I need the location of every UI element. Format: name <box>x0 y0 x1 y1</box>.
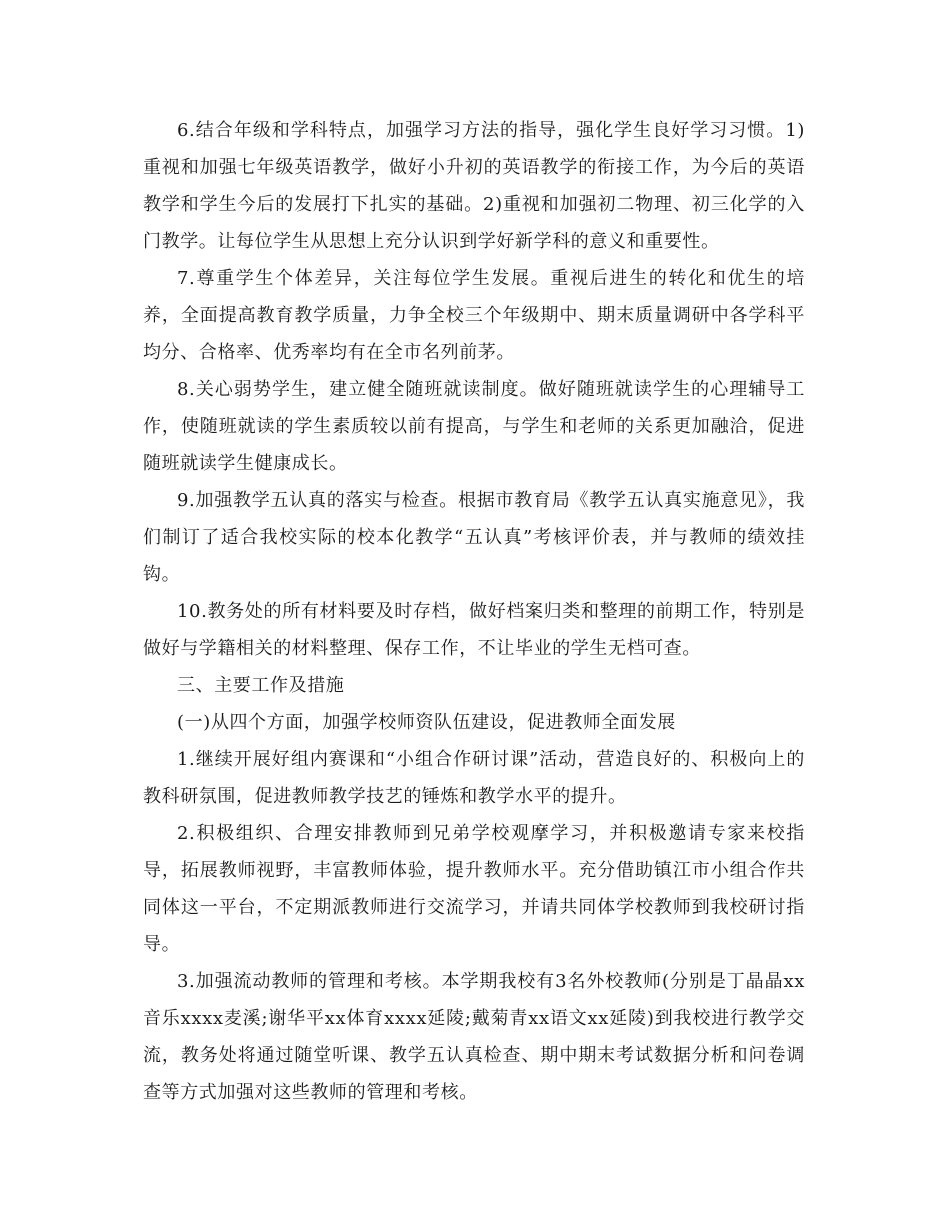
paragraph-item-9: 9.加强教学五认真的落实与检查。根据市教育局《教学五认真实施意见》，我们制订了适合我校实际的校本化教学“五认真”考核评价表，并与教师的绩效挂钩。 <box>143 490 805 585</box>
paragraph-measure-3: 3.加强流动教师的管理和考核。本学期我校有3名外校教师(分别是丁晶晶xx音乐xxxx麦溪;谢华平xx体育xxxx延陵;戴菊青xx语文xx延陵)到我校进行教学交流，教务处将通过随堂听课、教学五认真检查、期中期末考试数据分析和问卷调查等方式加强对这些教师的管理和考核。 <box>143 971 805 1103</box>
section-heading: 三、主要工作及措施 <box>177 675 345 696</box>
subsection-heading: (一)从四个方面，加强学校师资队伍建设，促进教师全面发展 <box>177 712 676 733</box>
document-body <box>143 112 805 1111</box>
paragraph-item-7: 7.尊重学生个体差异，关注每位学生发展。重视后进生的转化和优生的培养，全面提高教育教学质量，力争全校三个年级期中、期末质量调研中各学科平均分、合格率、优秀率均有在全市名列前茅。 <box>143 268 805 363</box>
paragraph-item-10: 10.教务处的所有材料要及时存档，做好档案归类和整理的前期工作，特别是做好与学籍相关的材料整理、保存工作，不让毕业的学生无档可查。 <box>143 601 805 659</box>
paragraph-item-8: 8.关心弱势学生，建立健全随班就读制度。做好随班就读学生的心理辅导工作，使随班就读的学生素质较以前有提高，与学生和老师的关系更加融洽，促进随班就读学生健康成长。 <box>143 379 805 474</box>
paragraph-measure-2: 2.积极组织、合理安排教师到兄弟学校观摩学习，并积极邀请专家来校指导，拓展教师视野，丰富教师体验，提升教师水平。充分借助镇江市小组合作共同体这一平台，不定期派教师进行交流学习，并请共同体学校教师到我校研讨指导。 <box>143 823 805 955</box>
paragraph-item-6: 6.结合年级和学科特点，加强学习方法的指导，强化学生良好学习习惯。1)重视和加强七年级英语教学，做好小升初的英语教学的衔接工作，为今后的英语教学和学生今后的发展打下扎实的基础。2)重视和加强初二物理、初三化学的入门教学。让每位学生从思想上充分认识到学好新学科的意义和重要性。 <box>143 120 805 252</box>
paragraph-measure-1: 1.继续开展好组内赛课和“小组合作研讨课”活动，营造良好的、积极向上的教科研氛围，促进教师教学技艺的锤炼和教学水平的提升。 <box>143 749 805 807</box>
